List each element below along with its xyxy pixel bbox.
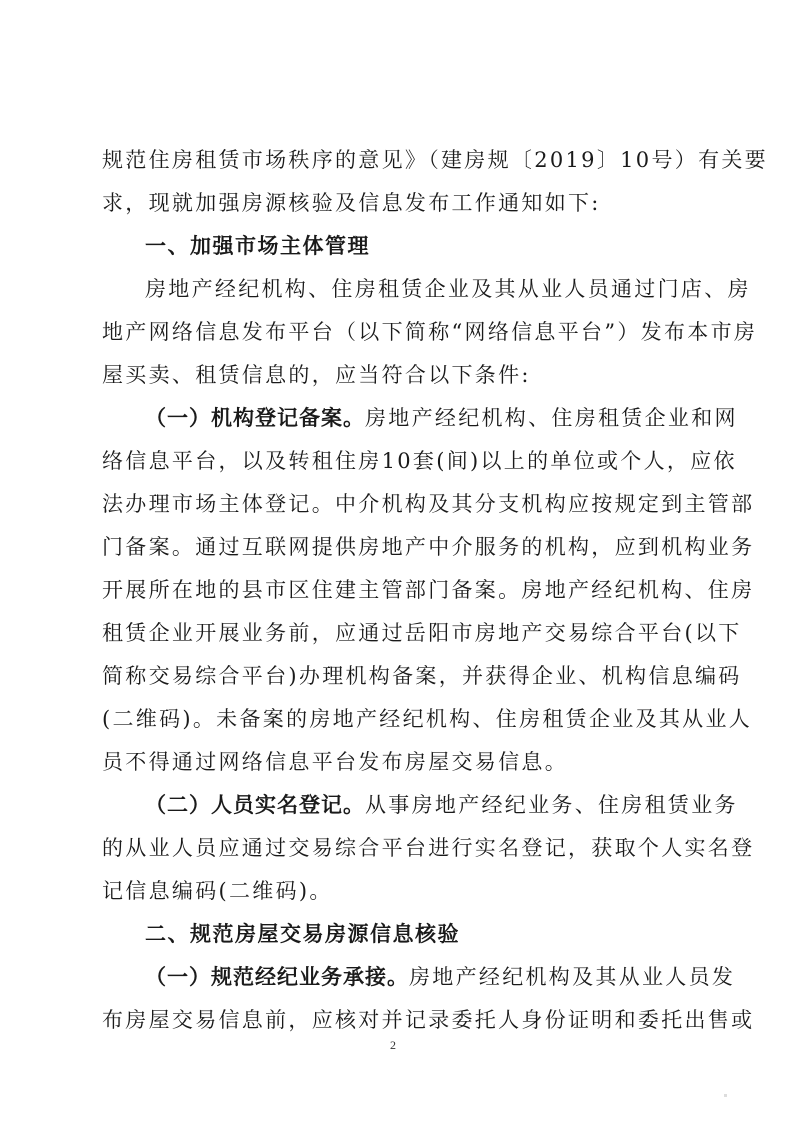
body-line: (二维码)。未备案的房地产经纪机构、住房租赁企业及其从业人 <box>102 707 753 731</box>
body-line: 员不得通过网络信息平台发布房屋交易信息。 <box>102 750 568 774</box>
subsection-line <box>145 791 738 819</box>
subsection-line <box>145 963 736 991</box>
body-line: 的从业人员应通过交易综合平台进行实名登记，获取个人实名登 <box>102 836 755 860</box>
subsection-text: 房地产经纪机构、住房租赁企业和网 <box>365 406 738 430</box>
page-number: 2 <box>390 1038 396 1052</box>
body-line: 络信息平台，以及转租住房10套(间)以上的单位或个人，应依 <box>102 449 737 473</box>
body-line: 开展所在地的县市区住建主管部门备案。房地产经纪机构、住房 <box>102 578 755 602</box>
body-line: 规范住房租赁市场秩序的意见》（建房规〔2019〕10号）有关要 <box>102 148 768 172</box>
subsection-title: （一）规范经纪业务承接。 <box>145 965 409 989</box>
body-line: 地产网络信息发布平台（以下简称“网络信息平台”）发布本市房 <box>102 320 758 344</box>
body-line: 屋买卖、租赁信息的，应当符合以下条件: <box>102 363 531 387</box>
subsection-text: 从事房地产经纪业务、住房租赁业务 <box>365 793 738 817</box>
body-line: 布房屋交易信息前，应核对并记录委托人身份证明和委托出售或 <box>102 1008 755 1032</box>
body-line: 租赁企业开展业务前，应通过岳阳市房地产交易综合平台(以下 <box>102 621 742 645</box>
body-line: 门备案。通过互联网提供房地产中介服务的机构，应到机构业务 <box>102 535 755 559</box>
body-line: 房地产经纪机构、住房租赁企业及其从业人员通过门店、房 <box>145 277 751 301</box>
body-line: 法办理市场主体登记。中介机构及其分支机构应按规定到主管部 <box>102 492 755 516</box>
subsection-line <box>145 404 738 432</box>
body-line: 简称交易综合平台)办理机构备案，并获得企业、机构信息编码 <box>102 664 742 688</box>
scan-speck <box>724 1094 727 1097</box>
section-heading: 二、规范房屋交易房源信息核验 <box>145 922 460 946</box>
body-line: 求，现就加强房源核验及信息发布工作通知如下: <box>102 191 601 215</box>
subsection-title: （二）人员实名登记。 <box>145 793 365 817</box>
section-heading: 一、加强市场主体管理 <box>145 234 370 258</box>
body-line: 记信息编码(二维码)。 <box>102 879 333 903</box>
subsection-text: 房地产经纪机构及其从业人员发 <box>409 965 736 989</box>
subsection-title: （一）机构登记备案。 <box>145 406 365 430</box>
